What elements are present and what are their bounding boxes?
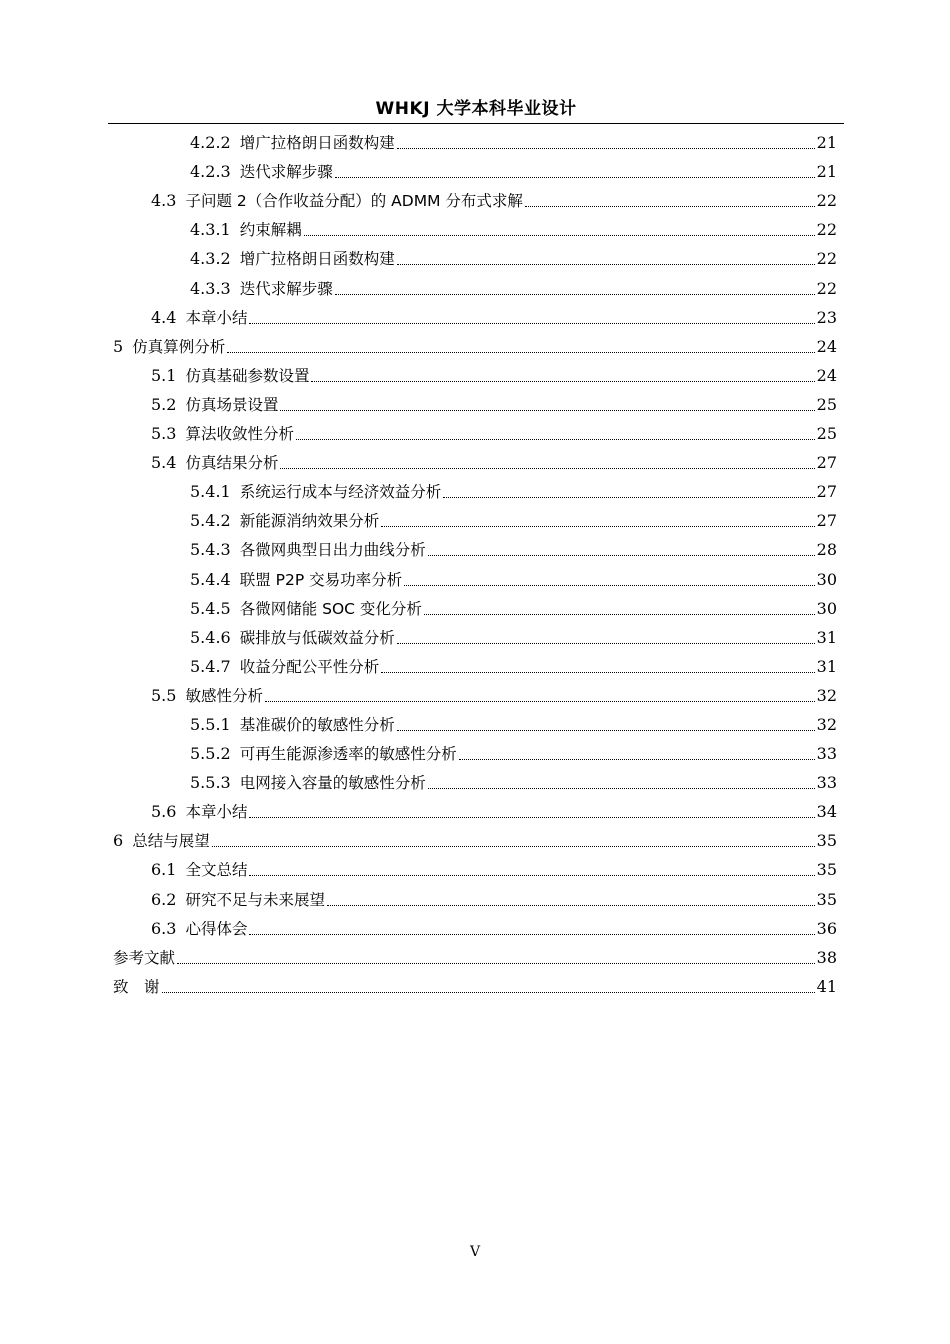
- toc-entry-title: 敏感性分析: [185, 686, 263, 705]
- toc-dot-leader: [227, 352, 814, 353]
- toc-entry-title: 心得体会: [185, 919, 248, 938]
- toc-dot-leader: [335, 177, 815, 178]
- toc-dot-leader: [397, 643, 815, 644]
- toc-entry-page: 41: [816, 976, 837, 996]
- toc-entry-title: 增广拉格朗日函数构建: [239, 250, 395, 269]
- toc-entry-page: 21: [816, 162, 837, 182]
- toc-entry-number: 4.4: [151, 307, 177, 327]
- toc-dot-leader: [304, 235, 815, 236]
- toc-entry-title: 本章小结: [185, 308, 248, 327]
- toc-entry[interactable]: [113, 329, 837, 358]
- toc-entry-number: 5.5: [151, 685, 177, 705]
- toc-entry-number: 5.5.2: [190, 744, 231, 764]
- toc-entry-number: 4.3.2: [190, 249, 231, 269]
- toc-entry-page: 24: [816, 365, 837, 385]
- toc-entry[interactable]: [113, 416, 837, 445]
- toc-entry-title: 增广拉格朗日函数构建: [239, 134, 395, 153]
- toc-entry-number: 6.2: [151, 889, 177, 909]
- toc-dot-leader: [280, 410, 814, 411]
- toc-entry[interactable]: [113, 707, 837, 736]
- toc-entry[interactable]: [113, 823, 837, 852]
- toc-entry-title: 算法收敛性分析: [185, 425, 294, 444]
- toc-entry-page: 21: [816, 133, 837, 153]
- toc-entry-page: 22: [816, 191, 837, 211]
- toc-entry[interactable]: [113, 212, 837, 241]
- toc-entry-page: 34: [816, 802, 837, 822]
- toc-entry[interactable]: [113, 445, 837, 474]
- toc-entry-page: 25: [816, 394, 837, 414]
- toc-entry[interactable]: [113, 591, 837, 620]
- toc-dot-leader: [311, 381, 814, 382]
- toc-entry[interactable]: [113, 881, 837, 910]
- toc-entry-page: 32: [816, 685, 837, 705]
- toc-entry-number: 4.2.2: [190, 133, 231, 153]
- toc-entry[interactable]: [113, 620, 837, 649]
- toc-entry-number: 5.4: [151, 453, 177, 473]
- toc-entry-title: 仿真基础参数设置: [185, 366, 310, 385]
- toc-entry-title: 电网接入容量的敏感性分析: [239, 774, 426, 793]
- toc-dot-leader: [162, 992, 815, 993]
- toc-dot-leader: [296, 439, 815, 440]
- toc-entry-title: 可再生能源渗透率的敏感性分析: [239, 745, 457, 764]
- toc-entry[interactable]: [113, 503, 837, 532]
- toc-dot-leader: [381, 672, 814, 673]
- toc-dot-leader: [327, 905, 815, 906]
- toc-entry[interactable]: [113, 300, 837, 329]
- toc-entry-number: 4.3.3: [190, 278, 231, 298]
- toc-entry-title: 致 谢: [113, 977, 160, 996]
- toc-entry[interactable]: [113, 969, 837, 998]
- toc-entry-title: 总结与展望: [132, 832, 210, 851]
- toc-entry[interactable]: [113, 387, 837, 416]
- toc-dot-leader: [249, 875, 814, 876]
- toc-entry[interactable]: [113, 852, 837, 881]
- toc-entry-page: 28: [816, 540, 837, 560]
- toc-entry[interactable]: [113, 765, 837, 794]
- toc-entry-page: 30: [816, 598, 837, 618]
- toc-entry-number: 5.6: [151, 802, 177, 822]
- toc-dot-leader: [335, 294, 815, 295]
- toc-entry-page: 30: [816, 569, 837, 589]
- toc-entry[interactable]: [113, 649, 837, 678]
- toc-dot-leader: [249, 934, 814, 935]
- toc-entry-page: 32: [816, 714, 837, 734]
- toc-entry-page: 27: [816, 511, 837, 531]
- toc-entry-page: 23: [816, 307, 837, 327]
- toc-entry-number: 5.1: [151, 365, 177, 385]
- toc-entry-number: 5.4.5: [190, 598, 231, 618]
- toc-entry[interactable]: [113, 183, 837, 212]
- toc-dot-leader: [397, 148, 815, 149]
- toc-entry-page: 35: [816, 860, 837, 880]
- toc-entry-title: 迭代求解步骤: [239, 163, 333, 182]
- toc-dot-leader: [443, 497, 814, 498]
- toc-entry[interactable]: [113, 154, 837, 183]
- toc-dot-leader: [459, 759, 815, 760]
- toc-entry-number: 5.4.6: [190, 627, 231, 647]
- toc-entry[interactable]: [113, 736, 837, 765]
- toc-entry-number: 4.3: [151, 191, 177, 211]
- toc-dot-leader: [397, 264, 815, 265]
- toc-entry-title: 新能源消纳效果分析: [239, 512, 380, 531]
- toc-entry-page: 31: [816, 656, 837, 676]
- table-of-contents: [113, 125, 837, 998]
- toc-entry-page: 36: [816, 918, 837, 938]
- toc-entry[interactable]: [113, 794, 837, 823]
- toc-entry-number: 5.5.3: [190, 773, 231, 793]
- toc-entry-number: 4.3.1: [190, 220, 231, 240]
- toc-entry[interactable]: [113, 911, 837, 940]
- toc-entry-title: 仿真算例分析: [132, 337, 226, 356]
- toc-entry-page: 22: [816, 220, 837, 240]
- toc-entry-page: 38: [816, 947, 837, 967]
- toc-entry-title: 参考文献: [113, 948, 176, 967]
- toc-entry-title: 收益分配公平性分析: [239, 657, 380, 676]
- toc-entry-page: 22: [816, 249, 837, 269]
- toc-dot-leader: [177, 963, 815, 964]
- toc-dot-leader: [249, 817, 814, 818]
- toc-dot-leader: [249, 323, 814, 324]
- toc-entry-page: 27: [816, 482, 837, 502]
- toc-entry-title: 全文总结: [185, 861, 248, 880]
- toc-entry-number: 5.5.1: [190, 714, 231, 734]
- toc-entry-number: 5.4.2: [190, 511, 231, 531]
- page-number: V: [469, 1244, 481, 1260]
- toc-entry-page: 35: [816, 831, 837, 851]
- toc-entry[interactable]: [113, 678, 837, 707]
- toc-entry-number: 5: [113, 336, 124, 356]
- toc-entry-number: 5.4.4: [190, 569, 231, 589]
- toc-entry-title: 子问题 2（合作收益分配）的 ADMM 分布式求解: [185, 192, 523, 211]
- page-header-title: WHKJ 大学本科毕业设计: [375, 99, 577, 119]
- toc-entry-title: 约束解耦: [239, 221, 302, 240]
- toc-dot-leader: [381, 526, 814, 527]
- toc-entry-page: 35: [816, 889, 837, 909]
- toc-entry-number: 4.2.3: [190, 162, 231, 182]
- toc-dot-leader: [212, 846, 815, 847]
- toc-entry-title: 仿真场景设置: [185, 395, 279, 414]
- toc-entry-number: 6.3: [151, 918, 177, 938]
- header-rule: [108, 123, 844, 124]
- toc-entry-page: 33: [816, 773, 837, 793]
- toc-entry-page: 25: [816, 424, 837, 444]
- toc-entry[interactable]: [113, 241, 837, 270]
- toc-entry[interactable]: [113, 270, 837, 299]
- toc-entry-number: 5.3: [151, 424, 177, 444]
- toc-dot-leader: [424, 614, 815, 615]
- toc-entry-page: 31: [816, 627, 837, 647]
- toc-entry-number: 5.4.7: [190, 656, 231, 676]
- toc-entry[interactable]: [113, 561, 837, 590]
- toc-entry-page: 22: [816, 278, 837, 298]
- toc-entry[interactable]: [113, 940, 837, 969]
- toc-entry[interactable]: [113, 474, 837, 503]
- toc-entry-number: 5.2: [151, 394, 177, 414]
- toc-entry-title: 各微网典型日出力曲线分析: [239, 541, 426, 560]
- toc-entry-title: 迭代求解步骤: [239, 279, 333, 298]
- toc-dot-leader: [280, 468, 814, 469]
- toc-entry-number: 6.1: [151, 860, 177, 880]
- toc-entry-title: 各微网储能 SOC 变化分析: [239, 599, 422, 618]
- toc-dot-leader: [265, 701, 815, 702]
- toc-dot-leader: [525, 206, 815, 207]
- toc-entry-number: 5.4.3: [190, 540, 231, 560]
- toc-entry-title: 基准碳价的敏感性分析: [239, 715, 395, 734]
- toc-entry-title: 联盟 P2P 交易功率分析: [239, 570, 403, 589]
- toc-entry[interactable]: [113, 532, 837, 561]
- toc-entry-title: 研究不足与未来展望: [185, 890, 325, 909]
- toc-entry-title: 仿真结果分析: [185, 454, 279, 473]
- toc-entry-page: 27: [816, 453, 837, 473]
- toc-dot-leader: [404, 585, 815, 586]
- toc-dot-leader: [428, 788, 815, 789]
- toc-entry-title: 本章小结: [185, 803, 248, 822]
- toc-entry-page: 33: [816, 744, 837, 764]
- toc-dot-leader: [428, 555, 815, 556]
- toc-entry-page: 24: [816, 336, 837, 356]
- toc-entry-number: 6: [113, 831, 124, 851]
- toc-entry[interactable]: [113, 358, 837, 387]
- toc-dot-leader: [397, 730, 815, 731]
- toc-entry-title: 碳排放与低碳效益分析: [239, 628, 395, 647]
- toc-entry-number: 5.4.1: [190, 482, 231, 502]
- toc-entry-title: 系统运行成本与经济效益分析: [239, 483, 442, 502]
- toc-entry[interactable]: [113, 125, 837, 154]
